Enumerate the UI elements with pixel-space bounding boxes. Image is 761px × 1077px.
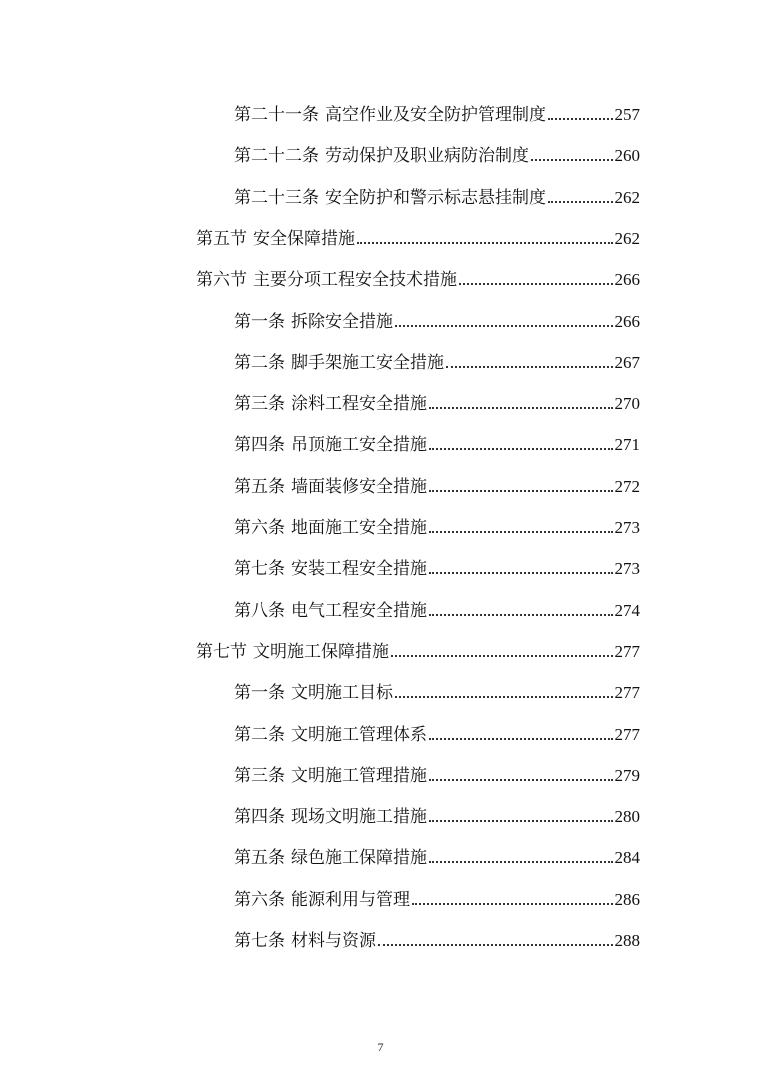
toc-entry-title-group bbox=[234, 187, 546, 209]
toc-entry[interactable] bbox=[0, 466, 761, 498]
toc-entry-title: 吊顶施工安全措施 bbox=[291, 435, 427, 456]
toc-entry[interactable] bbox=[0, 177, 761, 209]
toc-entry-title: 脚手架施工安全措施 bbox=[291, 352, 444, 373]
toc-entry-label: 第七节 bbox=[196, 641, 247, 662]
toc-entry-page-number: 277 bbox=[614, 683, 640, 703]
toc-entry[interactable] bbox=[0, 342, 761, 374]
toc-entry-label: 第三条 bbox=[234, 394, 285, 415]
toc-entry-page-number: 267 bbox=[614, 352, 640, 372]
toc-dot-leader bbox=[391, 655, 613, 657]
toc-entry-title: 文明施工管理措施 bbox=[291, 765, 427, 786]
toc-entry-row bbox=[234, 672, 640, 704]
toc-entry-page-number: 271 bbox=[614, 435, 640, 455]
toc-entry-title: 劳动保护及职业病防治制度 bbox=[325, 146, 529, 167]
toc-entry-label: 第七条 bbox=[234, 559, 285, 580]
toc-entry-title-group bbox=[234, 434, 427, 456]
toc-entry-label: 第五节 bbox=[196, 228, 247, 249]
toc-entry-title-group bbox=[234, 104, 546, 126]
toc-entry[interactable] bbox=[0, 879, 761, 911]
toc-entry-label: 第四条 bbox=[234, 807, 285, 828]
toc-dot-leader bbox=[429, 407, 613, 409]
toc-entry[interactable] bbox=[0, 672, 761, 704]
toc-dot-leader bbox=[459, 283, 613, 285]
toc-entry-row bbox=[196, 218, 640, 250]
toc-entry-page-number: 288 bbox=[614, 931, 640, 950]
toc-entry-row bbox=[234, 383, 640, 415]
toc-entry-title-group bbox=[196, 269, 457, 291]
toc-entry-row bbox=[196, 631, 640, 663]
toc-dot-leader bbox=[548, 201, 613, 203]
toc-entry-label: 第六条 bbox=[234, 889, 285, 910]
toc-entry-title: 安全防护和警示标志悬挂制度 bbox=[325, 187, 546, 208]
toc-entry-title: 高空作业及安全防护管理制度 bbox=[325, 105, 546, 125]
toc-entry[interactable] bbox=[0, 507, 761, 539]
toc-entry-title-group bbox=[234, 311, 393, 333]
toc-dot-leader bbox=[429, 490, 613, 492]
toc-entry-title: 能源利用与管理 bbox=[291, 889, 410, 910]
toc-entry[interactable] bbox=[0, 755, 761, 787]
toc-dot-leader bbox=[357, 242, 613, 244]
toc-entry[interactable] bbox=[0, 424, 761, 456]
toc-entry-label: 第三条 bbox=[234, 765, 285, 786]
toc-entry-row bbox=[234, 135, 640, 167]
toc-entry-page-number: 257 bbox=[614, 105, 640, 124]
toc-entry-title-group bbox=[234, 517, 427, 539]
toc-entry-title-group bbox=[234, 393, 427, 415]
toc-entry-title: 绿色施工保障措施 bbox=[291, 848, 427, 869]
toc-entry-label: 第五条 bbox=[234, 476, 285, 497]
toc-entry-title: 安全保障措施 bbox=[253, 228, 355, 249]
toc-entry-title-group bbox=[234, 145, 529, 167]
toc-entry-row bbox=[234, 342, 640, 374]
toc-entry[interactable] bbox=[0, 301, 761, 333]
toc-entry-label: 第二条 bbox=[234, 352, 285, 373]
toc-entry-row bbox=[234, 755, 640, 787]
toc-entry-page-number: 273 bbox=[614, 518, 640, 537]
toc-entry-title: 墙面装修安全措施 bbox=[291, 476, 427, 497]
toc-entry[interactable] bbox=[0, 631, 761, 663]
toc-dot-leader bbox=[395, 325, 613, 327]
toc-entry-page-number: 272 bbox=[614, 476, 640, 496]
toc-dot-leader bbox=[429, 861, 613, 863]
toc-entry-row bbox=[234, 920, 640, 952]
toc-entry-title-group bbox=[234, 806, 427, 828]
toc-entry[interactable] bbox=[0, 135, 761, 167]
toc-entry[interactable] bbox=[0, 590, 761, 622]
toc-entry-title-group bbox=[234, 847, 427, 869]
toc-entry-title-group bbox=[234, 600, 427, 622]
toc-entry-row bbox=[234, 548, 640, 580]
toc-entry-label: 第六条 bbox=[234, 518, 285, 538]
toc-entry-page-number: 260 bbox=[614, 146, 640, 166]
toc-entry-page-number: 270 bbox=[614, 394, 640, 414]
toc-entry-page-number: 277 bbox=[614, 641, 640, 661]
toc-dot-leader bbox=[429, 779, 613, 781]
toc-dot-leader bbox=[429, 531, 613, 533]
toc-entry-label: 第一条 bbox=[234, 311, 285, 332]
toc-entry-title-group bbox=[234, 682, 393, 704]
toc-entry-row bbox=[234, 94, 640, 126]
toc-entry[interactable] bbox=[0, 714, 761, 746]
toc-entry-title-group bbox=[196, 228, 355, 250]
toc-entry-row bbox=[234, 796, 640, 828]
toc-entry-title: 涂料工程安全措施 bbox=[291, 394, 427, 415]
toc-entry[interactable] bbox=[0, 548, 761, 580]
toc-dot-leader bbox=[429, 614, 613, 616]
toc-entry-page-number: 274 bbox=[614, 600, 640, 620]
toc-entry-label: 第二十一条 bbox=[234, 105, 319, 125]
toc-entry-title-group bbox=[234, 930, 376, 952]
toc-entry-title: 地面施工安全措施 bbox=[291, 518, 427, 538]
toc-entry-row bbox=[196, 259, 640, 291]
toc-entry-title: 文明施工目标 bbox=[291, 683, 393, 704]
toc-entry-page-number: 266 bbox=[614, 270, 640, 290]
toc-entry-row bbox=[234, 837, 640, 869]
toc-entry[interactable] bbox=[0, 94, 761, 126]
toc-entry-title: 材料与资源 bbox=[291, 931, 376, 951]
toc-entry-label: 第八条 bbox=[234, 600, 285, 621]
toc-entry-label: 第六节 bbox=[196, 270, 247, 291]
toc-entry-title-group bbox=[234, 352, 444, 374]
toc-dot-leader bbox=[446, 366, 613, 368]
toc-entry-title-group bbox=[234, 558, 427, 580]
toc-entry-label: 第二条 bbox=[234, 724, 285, 745]
toc-entry[interactable] bbox=[0, 837, 761, 869]
toc-entry-page-number: 266 bbox=[614, 311, 640, 331]
toc-entry[interactable] bbox=[0, 383, 761, 415]
toc-entry[interactable] bbox=[0, 259, 761, 291]
toc-entry[interactable] bbox=[0, 218, 761, 250]
toc-entry-row bbox=[234, 177, 640, 209]
toc-dot-leader bbox=[548, 118, 613, 120]
toc-entry-title: 文明施工保障措施 bbox=[253, 641, 389, 662]
toc-entry-row bbox=[234, 507, 640, 539]
toc-entry-page-number: 262 bbox=[614, 187, 640, 207]
toc-entry[interactable] bbox=[0, 920, 761, 952]
toc-dot-leader bbox=[395, 696, 613, 698]
toc-dot-leader bbox=[429, 572, 613, 574]
toc-entry-row bbox=[234, 590, 640, 622]
toc-entry-page-number: 273 bbox=[614, 559, 640, 579]
toc-entry[interactable] bbox=[0, 796, 761, 828]
toc-dot-leader bbox=[429, 738, 613, 740]
toc-entry-page-number: 280 bbox=[614, 807, 640, 827]
toc-entry-label: 第七条 bbox=[234, 931, 285, 951]
toc-entry-row bbox=[234, 879, 640, 911]
toc-entry-row bbox=[234, 301, 640, 333]
toc-entry-page-number: 286 bbox=[614, 889, 640, 909]
toc-entry-title: 拆除安全措施 bbox=[291, 311, 393, 332]
toc-entry-title-group bbox=[234, 724, 427, 746]
toc-entry-row bbox=[234, 714, 640, 746]
toc-dot-leader bbox=[378, 944, 613, 946]
page-footer-number: 7 bbox=[377, 1040, 384, 1054]
toc-entry-row bbox=[234, 424, 640, 456]
toc-entry-page-number: 262 bbox=[614, 228, 640, 248]
toc-dot-leader bbox=[412, 903, 613, 905]
toc-dot-leader bbox=[429, 820, 613, 822]
toc-entry-label: 第二十三条 bbox=[234, 187, 319, 208]
toc-entry-label: 第一条 bbox=[234, 683, 285, 704]
toc-entry-title: 文明施工管理体系 bbox=[291, 724, 427, 745]
toc-entry-row bbox=[234, 466, 640, 498]
toc-dot-leader bbox=[531, 159, 613, 161]
toc-entry-page-number: 284 bbox=[614, 848, 640, 868]
toc-entry-title: 电气工程安全措施 bbox=[291, 600, 427, 621]
toc-entry-title: 主要分项工程安全技术措施 bbox=[253, 270, 457, 291]
toc-dot-leader bbox=[429, 448, 613, 450]
toc-entry-title-group bbox=[234, 889, 410, 911]
toc-entry-label: 第五条 bbox=[234, 848, 285, 869]
toc-entry-label: 第四条 bbox=[234, 435, 285, 456]
toc-entry-label: 第二十二条 bbox=[234, 146, 319, 167]
toc-entry-title-group bbox=[196, 641, 389, 663]
toc-entry-page-number: 277 bbox=[614, 724, 640, 744]
toc-entry-title: 安装工程安全措施 bbox=[291, 559, 427, 580]
toc-entry-title-group bbox=[234, 765, 427, 787]
toc-entry-page-number: 279 bbox=[614, 765, 640, 785]
toc-entry-title: 现场文明施工措施 bbox=[291, 807, 427, 828]
toc-entry-title-group bbox=[234, 476, 427, 498]
